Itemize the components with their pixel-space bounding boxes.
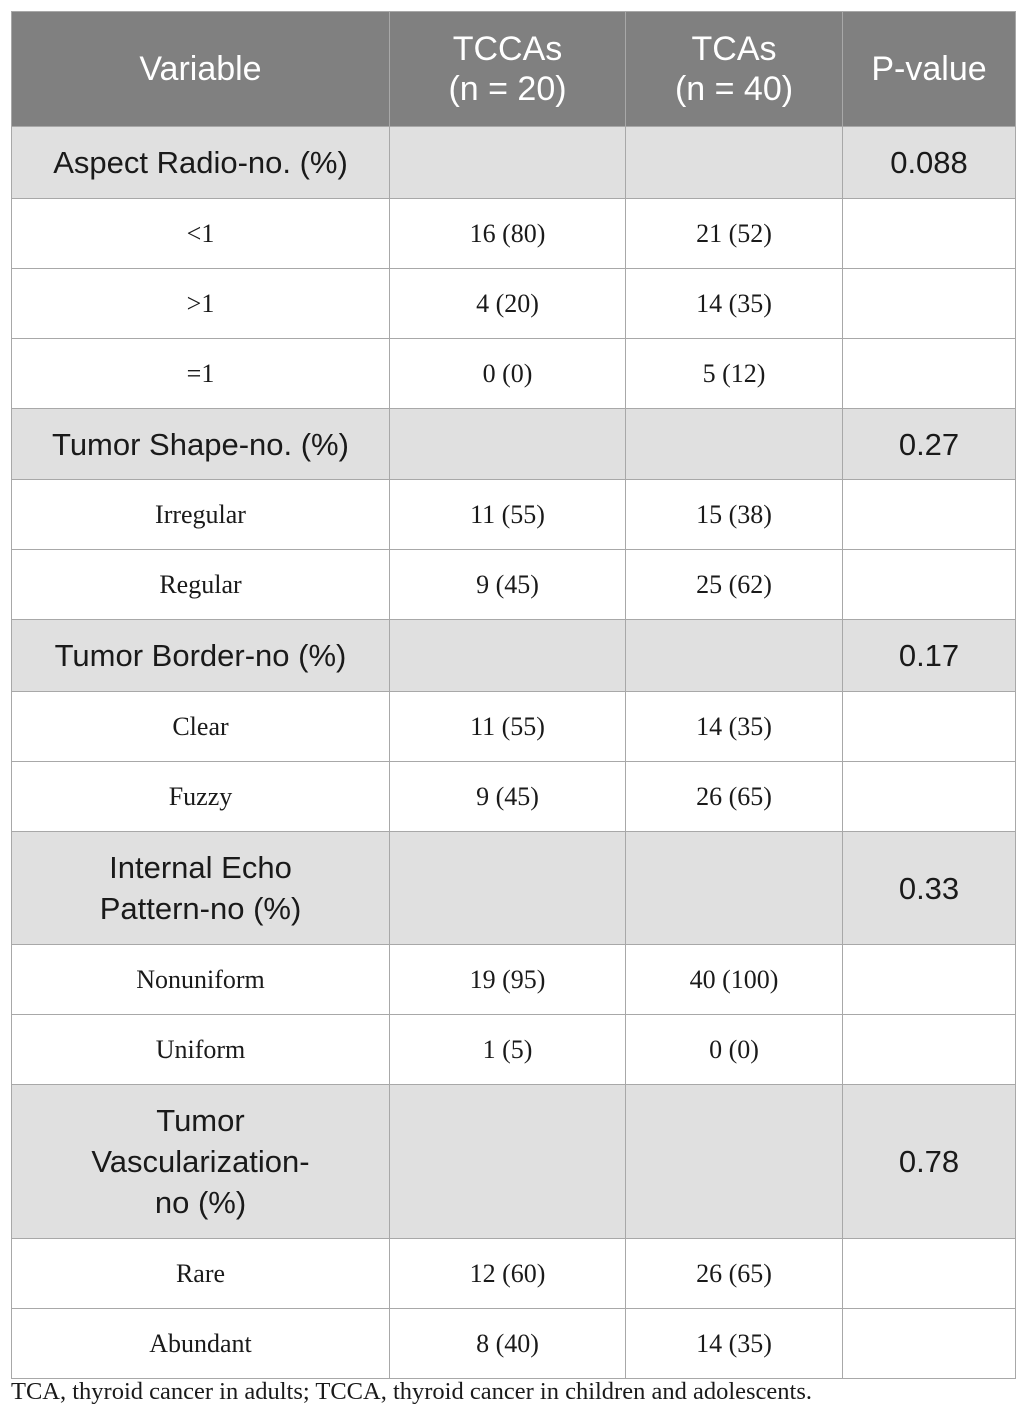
row-label: Fuzzy [12, 762, 390, 832]
group-p-value: 0.088 [843, 127, 1016, 199]
group-row-internal-echo-pattern [12, 832, 1016, 945]
empty-cell [626, 620, 843, 692]
tcas-value: 14 (35) [626, 269, 843, 339]
empty-cell [390, 832, 626, 945]
tcas-value: 0 (0) [626, 1015, 843, 1085]
tcas-value: 15 (38) [626, 480, 843, 550]
empty-cell [843, 199, 1016, 269]
tccas-value: 12 (60) [390, 1239, 626, 1309]
tcas-value: 14 (35) [626, 692, 843, 762]
header-p-value: P-value [843, 12, 1016, 127]
row-label: Abundant [12, 1309, 390, 1379]
tccas-value: 16 (80) [390, 199, 626, 269]
row-label: Uniform [12, 1015, 390, 1085]
empty-cell [843, 339, 1016, 409]
group-row-aspect-radio [12, 127, 1016, 199]
header-variable: Variable [12, 12, 390, 127]
group-label: Internal Echo Pattern-no (%) [12, 832, 390, 945]
table-row [12, 692, 1016, 762]
row-label: Regular [12, 550, 390, 620]
empty-cell [843, 945, 1016, 1015]
tccas-value: 9 (45) [390, 762, 626, 832]
group-label: Tumor Vascularization- no (%) [12, 1085, 390, 1239]
empty-cell [843, 692, 1016, 762]
empty-cell [843, 1015, 1016, 1085]
group-label: Tumor Shape-no. (%) [12, 409, 390, 480]
group-p-value: 0.17 [843, 620, 1016, 692]
empty-cell [843, 480, 1016, 550]
row-label: Irregular [12, 480, 390, 550]
tcas-value: 25 (62) [626, 550, 843, 620]
empty-cell [626, 127, 843, 199]
tcas-value: 14 (35) [626, 1309, 843, 1379]
table-row [12, 480, 1016, 550]
table-row [12, 945, 1016, 1015]
empty-cell [843, 550, 1016, 620]
row-label: Clear [12, 692, 390, 762]
group-row-tumor-shape [12, 409, 1016, 480]
tccas-value: 11 (55) [390, 692, 626, 762]
data-table [11, 11, 1016, 1379]
tccas-value: 9 (45) [390, 550, 626, 620]
group-label: Tumor Border-no (%) [12, 620, 390, 692]
header-row [12, 12, 1016, 127]
header-tcas: TCAs (n = 40) [626, 12, 843, 127]
header-tccas: TCCAs (n = 20) [390, 12, 626, 127]
table-row [12, 339, 1016, 409]
tccas-value: 19 (95) [390, 945, 626, 1015]
table-row [12, 199, 1016, 269]
tcas-value: 26 (65) [626, 762, 843, 832]
tccas-value: 0 (0) [390, 339, 626, 409]
group-label: Aspect Radio-no. (%) [12, 127, 390, 199]
group-p-value: 0.27 [843, 409, 1016, 480]
table-footnote: TCA, thyroid cancer in adults; TCCA, thyroid cancer in children and adolescents. [11, 1378, 813, 1405]
table-row [12, 550, 1016, 620]
empty-cell [843, 1309, 1016, 1379]
tcas-value: 26 (65) [626, 1239, 843, 1309]
row-label: >1 [12, 269, 390, 339]
row-label: =1 [12, 339, 390, 409]
tcas-value: 40 (100) [626, 945, 843, 1015]
empty-cell [843, 1239, 1016, 1309]
empty-cell [843, 762, 1016, 832]
table-row [12, 1239, 1016, 1309]
table-row [12, 1309, 1016, 1379]
empty-cell [390, 409, 626, 480]
group-p-value: 0.78 [843, 1085, 1016, 1239]
table-row [12, 269, 1016, 339]
row-label: <1 [12, 199, 390, 269]
empty-cell [390, 620, 626, 692]
tcas-value: 5 (12) [626, 339, 843, 409]
tccas-value: 8 (40) [390, 1309, 626, 1379]
group-row-tumor-border [12, 620, 1016, 692]
empty-cell [626, 409, 843, 480]
tcas-value: 21 (52) [626, 199, 843, 269]
empty-cell [390, 1085, 626, 1239]
group-p-value: 0.33 [843, 832, 1016, 945]
table-row [12, 762, 1016, 832]
tccas-value: 4 (20) [390, 269, 626, 339]
empty-cell [390, 127, 626, 199]
row-label: Nonuniform [12, 945, 390, 1015]
table-row [12, 1015, 1016, 1085]
group-row-tumor-vascularization [12, 1085, 1016, 1239]
empty-cell [626, 1085, 843, 1239]
empty-cell [843, 269, 1016, 339]
tccas-value: 11 (55) [390, 480, 626, 550]
row-label: Rare [12, 1239, 390, 1309]
empty-cell [626, 832, 843, 945]
tccas-value: 1 (5) [390, 1015, 626, 1085]
